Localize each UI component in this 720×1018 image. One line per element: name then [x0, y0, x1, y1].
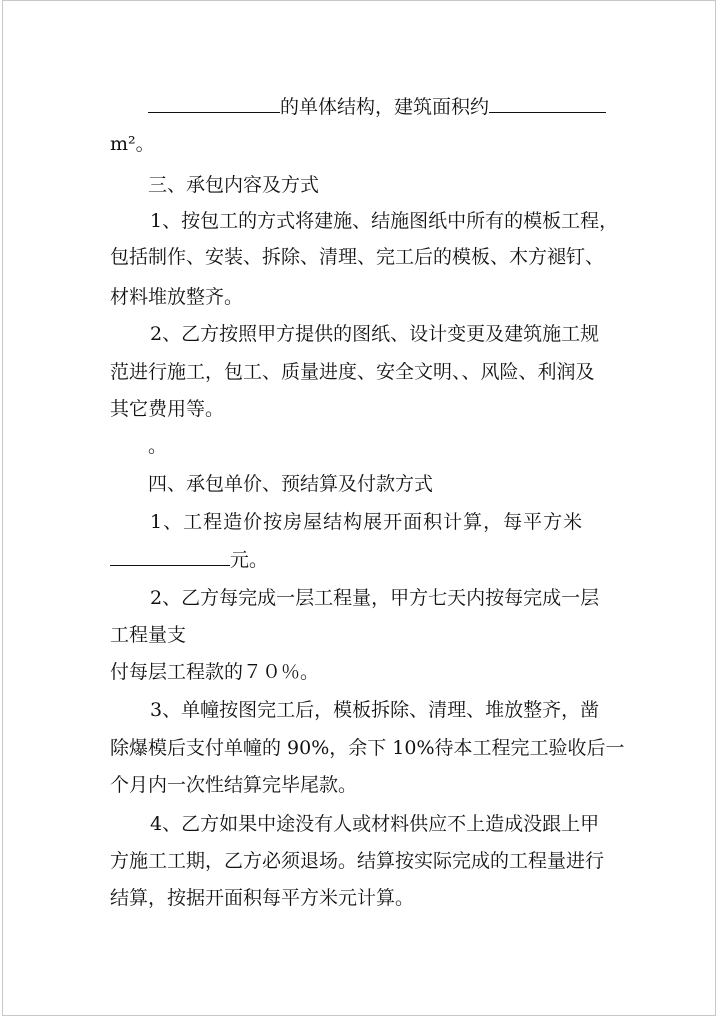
- s4-item1-line1: 1、工程造价按房屋结构展开面积计算，每平方米: [150, 511, 584, 533]
- s3-item1-line1: 1、按包工的方式将建施、结施图纸中所有的模板工程，: [150, 210, 619, 232]
- s3-item2-line3: 其它费用等。: [110, 398, 225, 420]
- s4-item4-line1: 4、乙方如果中途没有人或材料供应不上造成没跟上甲: [150, 813, 600, 835]
- s4-item3-line2: 除爆模后支付单幢的 90%，余下 10%待本工程完工验收后一: [110, 737, 625, 759]
- paragraph-area-unit: m²。: [110, 133, 155, 155]
- section-heading-4: 四、承包单价、预结算及付款方式: [148, 473, 434, 495]
- s4-item3-line1: 3、单幢按图完工后，模板拆除、清理、堆放整齐，凿: [150, 699, 600, 721]
- s4-item2-line3: 付每层工程款的７０％。: [110, 661, 320, 683]
- blank-underline: [148, 94, 280, 113]
- s3-item1-line3: 材料堆放整齐。: [110, 286, 244, 308]
- text-span: 的单体结构，建筑面积约: [280, 96, 490, 118]
- section-heading-3: 三、承包内容及方式: [148, 174, 320, 196]
- s4-item1-line2: [110, 547, 268, 572]
- s3-item2-line2: 范进行施工，包工、质量进度、安全文明、、风险、利润及: [110, 361, 595, 383]
- s4-item2-line1: 2、乙方每完成一层工程量，甲方七天内按每完成一层: [150, 587, 600, 609]
- paragraph-structure-line: [148, 94, 606, 119]
- s4-item4-line2: 方施工工期，乙方必须退场。结算按实际完成的工程量进行: [110, 850, 605, 872]
- text-span: 元。: [230, 549, 269, 571]
- s4-item2-line2: 工程量支: [110, 624, 187, 646]
- blank-underline: [110, 547, 230, 566]
- lone-period: 。: [148, 435, 168, 457]
- blank-underline: [489, 94, 606, 113]
- s3-item2-line1: 2、乙方按照甲方提供的图纸、设计变更及建筑施工规: [150, 323, 600, 345]
- s3-item1-line2: 包括制作、安装、拆除、清理、完工后的模板、木方褪钉、: [110, 246, 605, 268]
- s4-item4-line3: 结算，按据开面积每平方米元计算。: [110, 887, 415, 909]
- s4-item3-line3: 个月内一次性结算完毕尾款。: [110, 774, 358, 796]
